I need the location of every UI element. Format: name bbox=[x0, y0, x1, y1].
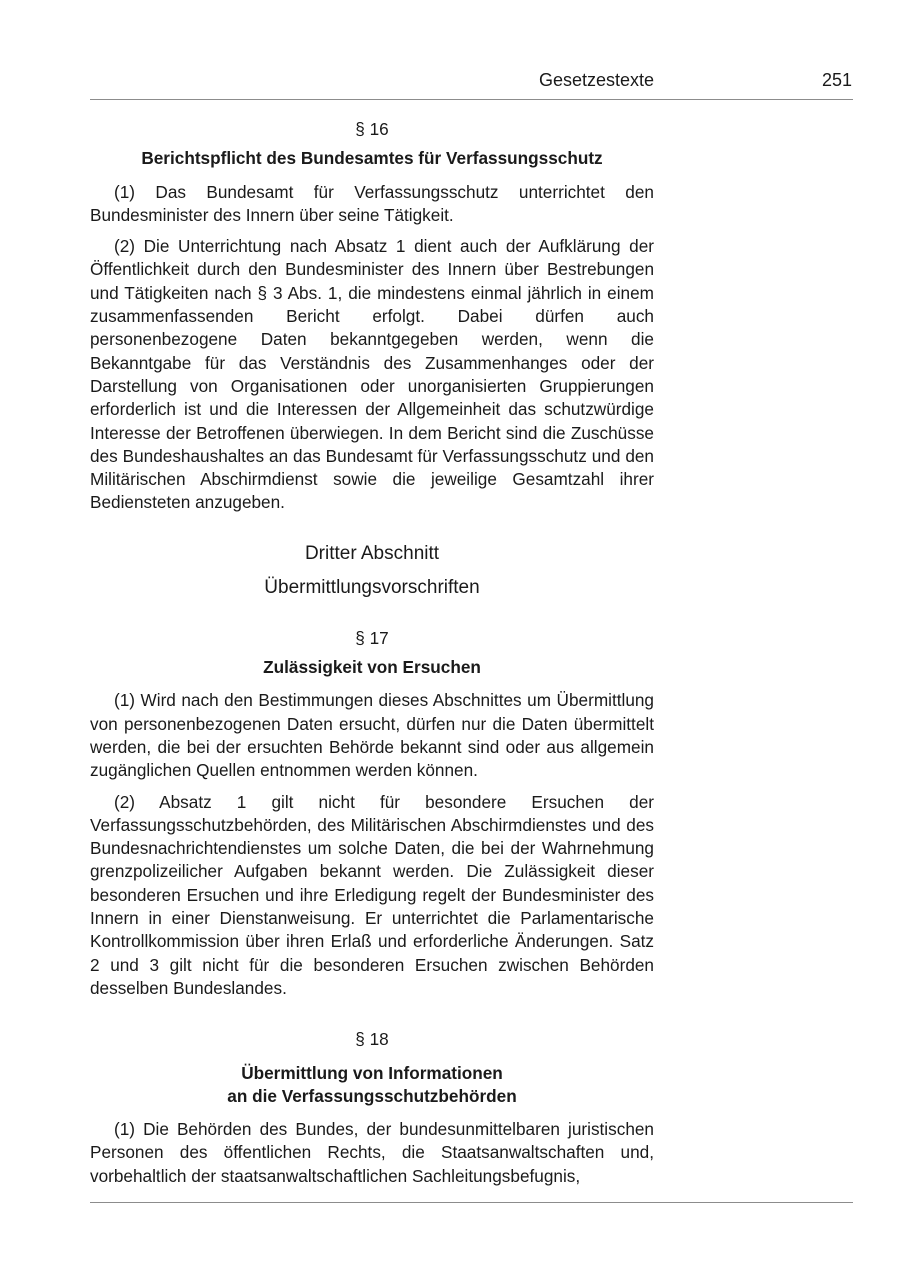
part-heading bbox=[90, 537, 654, 605]
section-17 bbox=[90, 627, 654, 1000]
page-body bbox=[90, 118, 654, 1196]
section-18 bbox=[90, 1028, 654, 1188]
paragraph-17-clause-1: (1) Wird nach den Bestimmungen dieses Abschnittes um Übermittlung von personenbezogenen Daten ersucht, dürfen nur die Daten übermittelt werden, die bei der ersuchten Behörde bekannt sind oder aus allgemein zugänglichen Quellen entnommen werden können. bbox=[90, 690, 654, 781]
paragraph-16-clause-2: (2) Die Unterrichtung nach Absatz 1 dient auch der Aufklärung der Öffentlichkeit durch den Bundesminister des Innern über Bestrebungen und Tätigkeiten nach § 3 Abs. 1, die mindestens einmal jährlich in einem zusammenfassenden Bericht erfolgt. Dabei dürfen auch personenbezogene Daten bekanntgegeben werden, wenn die Bekanntgabe für das Verständnis des Zusammenhanges oder der Darstellung von Organisationen oder unorganisierten Gruppierungen erforderlich ist und die Interessen der Allgemeinheit das schutzwürdige Interesse der Betroffenen überwiegen. In dem Bericht sind die Zuschüsse des Bundeshaushaltes an das Bundesamt für Verfassungsschutz und den Militärischen Abschirmdienst sowie die jeweilige Gesamtzahl ihrer Bediensteten anzugeben. bbox=[90, 236, 654, 513]
footer-rule bbox=[90, 1202, 853, 1203]
page-number: 251 bbox=[821, 70, 852, 90]
paragraph-16-clause-1: (1) Das Bundesamt für Verfassungsschutz unterrichtet den Bundesminister des Innern über seine Tätigkeit. bbox=[90, 181, 654, 225]
paragraph-17-clause-2: (2) Absatz 1 gilt nicht für besondere Ersuchen der Verfassungsschutzbehörden, des Militärischen Abschirmdienstes und des Bundesnachrichtendienstes um solche Daten, die bei der Wahrnehmung grenzpolizeilicher Aufgaben bekannt werden. Die Zulässigkeit dieser besonderen Ersuchen und ihre Erledigung regelt der Bundesminister des Innern in einer Dienstanweisung. Er unterrichtet die Parlamentarische Kontrollkommission über ihren Erlaß und erforderliche Änderungen. Satz 2 und 3 gilt nicht für die besonderen Ersuchen zwischen Behörden desselben Bundeslandes. bbox=[90, 791, 654, 998]
paragraph-heading-17: Zulässigkeit von Ersuchen bbox=[263, 657, 481, 678]
paragraph-heading-18-line-2: an die Verfassungsschutzbehörden bbox=[227, 1085, 517, 1106]
paragraph-sign-16: § 16 bbox=[355, 119, 389, 139]
paragraph-heading-18 bbox=[90, 1062, 654, 1109]
paragraph-sign-18: § 18 bbox=[355, 1029, 389, 1050]
section-16 bbox=[90, 118, 654, 515]
running-head-title: Gesetzestexte bbox=[538, 70, 654, 90]
paragraph-heading-18-line-1: Übermittlung von Informationen bbox=[241, 1062, 503, 1083]
header-rule bbox=[90, 99, 853, 100]
part-label: Dritter Abschnitt bbox=[304, 542, 440, 564]
paragraph-18-clause-1: (1) Die Behörden des Bundes, der bundesunmittelbaren juristischen Personen des öffentlichen Rechts, die Staatsanwaltschaften und, vorbehaltlich der staatsanwaltschaftlichen Sachleitungsbefugnis, bbox=[90, 1119, 654, 1186]
part-title: Übermittlungsvorschriften bbox=[264, 576, 480, 598]
paragraph-sign-17: § 17 bbox=[355, 627, 389, 648]
paragraph-heading-16: Berichtspflicht des Bundesamtes für Verfassungsschutz bbox=[141, 148, 603, 169]
running-head bbox=[90, 70, 853, 96]
